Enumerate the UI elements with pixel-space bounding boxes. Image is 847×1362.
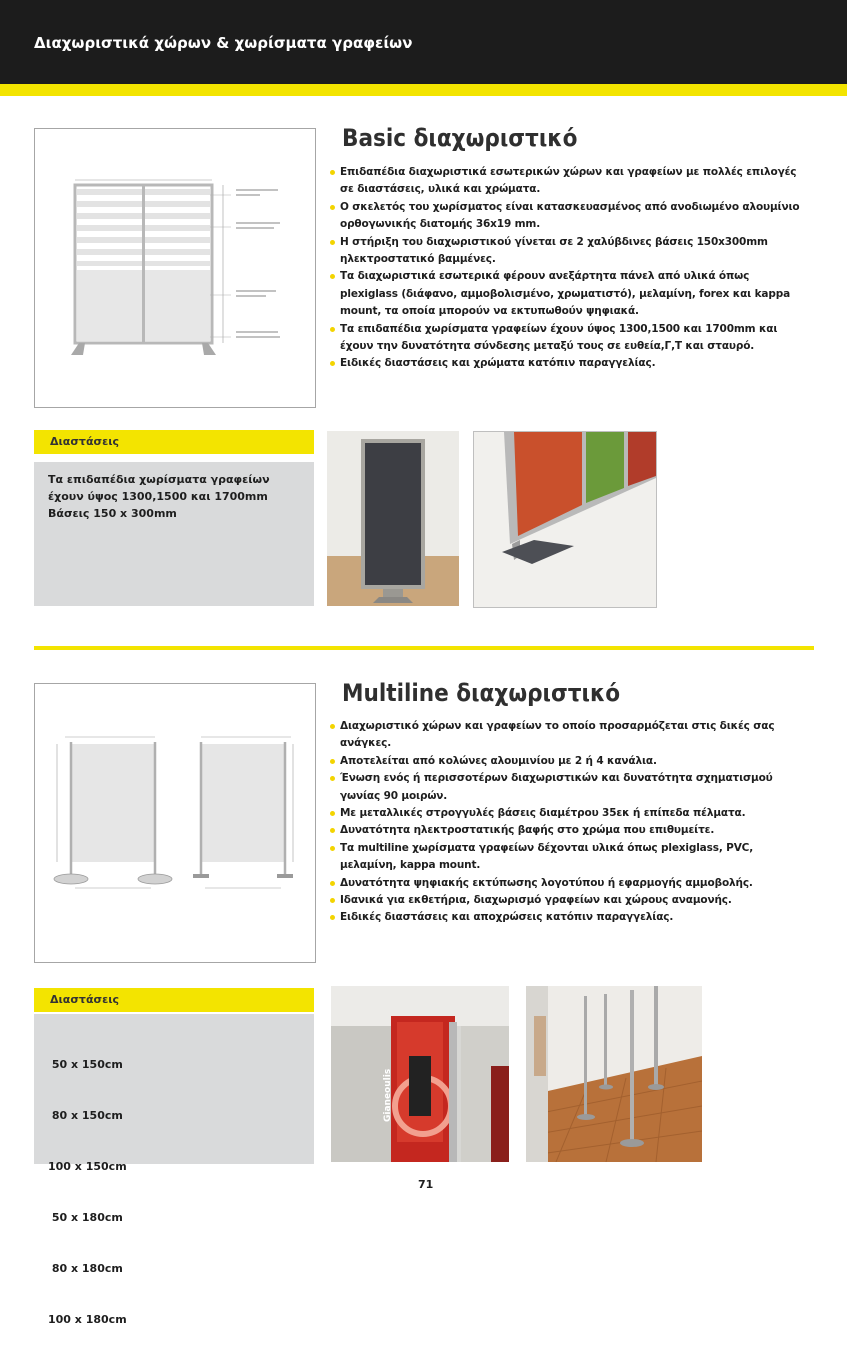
list-item: Ειδικές διαστάσεις και αποχρώσεις κατόπιν παραγγελίας.: [330, 909, 810, 926]
list-item: Διαχωριστικό χώρων και γραφείων το οποίο προσαρμόζεται στις δικές σας ανάγκες.: [330, 718, 810, 753]
list-item: Με μεταλλικές στρογγυλές βάσεις διαμέτρου 35εκ ή επίπεδα πέλματα.: [330, 805, 810, 822]
header-accent-band: [0, 84, 847, 96]
list-item: Δυνατότητα ψηφιακής εκτύπωσης λογοτύπου ή εφαρμογής αμμοβολής.: [330, 875, 810, 892]
list-item: Ένωση ενός ή περισσοτέρων διαχωριστικών και δυνατότητα σχηματισμού γωνίας 90 μοιρών.: [330, 770, 810, 805]
basic-dimensions-panel: [34, 462, 314, 606]
list-item: Ειδικές διαστάσεις και χρώματα κατόπιν παραγγελίας.: [330, 355, 810, 372]
list-item: Αποτελείται από κολώνες αλουμινίου με 2 ή 4 κανάλια.: [330, 753, 810, 770]
basic-diagram: [34, 128, 316, 408]
dimension-line: 50 x 180cm: [48, 1211, 123, 1224]
list-item: Τα multiline χωρίσματα γραφείων δέχονται υλικά όπως plexiglass, PVC, μελαμίνη, kappa mount.: [330, 840, 810, 875]
multiline-feature-list: [330, 718, 810, 927]
section-divider: [34, 646, 814, 650]
list-item: Δυνατότητα ηλεκτροστατικής βαφής στο χρώμα που επιθυμείτε.: [330, 822, 810, 839]
basic-dimensions-label: Διαστάσεις: [50, 435, 119, 448]
basic-photo-dark-panel: [327, 431, 459, 606]
multiline-dimensions-panel: [34, 1014, 314, 1326]
dimension-line: 100 x 180cm: [48, 1313, 127, 1326]
list-item: Τα επιδαπέδια χωρίσματα γραφείων έχουν ύψος 1300,1500 και 1700mm και έχουν την δυνατότητα σύνδεσης μεταξύ τους σε ευθεία,Γ,Τ και σταυρό.: [330, 321, 810, 356]
list-item: Ο σκελετός του χωρίσματος είναι κατασκευασμένος από ανοδιωμένο αλουμίνιο ορθογωνικής διατομής 36x19 mm.: [330, 199, 810, 234]
page-number: 71: [418, 1178, 434, 1191]
multiline-dimensions-header: [34, 988, 314, 1012]
basic-dimensions-header: [34, 430, 314, 454]
dimension-line: Τα επιδαπέδια χωρίσματα γραφείων: [48, 473, 270, 486]
multiline-photo-branded-panel: [331, 986, 509, 1162]
multiline-title: Multiline διαχωριστικό: [342, 679, 621, 707]
dimension-line: 100 x 150cm: [48, 1160, 127, 1173]
basic-title: Basic διαχωριστικό: [342, 124, 578, 152]
dimension-line: 50 x 150cm: [48, 1058, 123, 1071]
dimension-line: Βάσεις 150 x 300mm: [48, 507, 177, 520]
multiline-partition-drawing: [35, 684, 315, 962]
list-item: Ιδανικά για εκθετήρια, διαχωρισμό γραφείων και χώρους αναμονής.: [330, 892, 810, 909]
multiline-photo-posts: [526, 986, 702, 1162]
basic-partition-drawing: [35, 129, 315, 407]
basic-feature-list: [330, 164, 810, 373]
basic-photo-color-panel: [473, 431, 657, 608]
list-item: Η στήριξη του διαχωριστικού γίνεται σε 2 χαλύβδινες βάσεις 150x300mm ηλεκτροστατικό βαμμένες.: [330, 234, 810, 269]
list-item: Τα διαχωριστικά εσωτερικά φέρουν ανεξάρτητα πάνελ από υλικά όπως plexiglass (διάφανο, αμμοβολισμένο, χρωματιστό), μελαμίνη, forex και kappa mount, τα οποία μπορούν να εκτυπωθούν ψηφιακά.: [330, 268, 810, 320]
dimension-line: έχουν ύψος 1300,1500 και 1700mm: [48, 490, 268, 503]
dimension-line: 80 x 180cm: [48, 1262, 123, 1275]
dimension-line: 80 x 150cm: [48, 1109, 123, 1122]
multiline-diagram: [34, 683, 316, 963]
multiline-dimensions-label: Διαστάσεις: [50, 993, 119, 1006]
photo-logo-text: Gianeoulis: [383, 1068, 393, 1122]
list-item: Επιδαπέδια διαχωριστικά εσωτερικών χώρων και γραφείων με πολλές επιλογές σε διαστάσεις, υλικά και χρώματα.: [330, 164, 810, 199]
header-title: Διαχωριστικά χώρων & χωρίσματα γραφείων: [34, 34, 413, 52]
